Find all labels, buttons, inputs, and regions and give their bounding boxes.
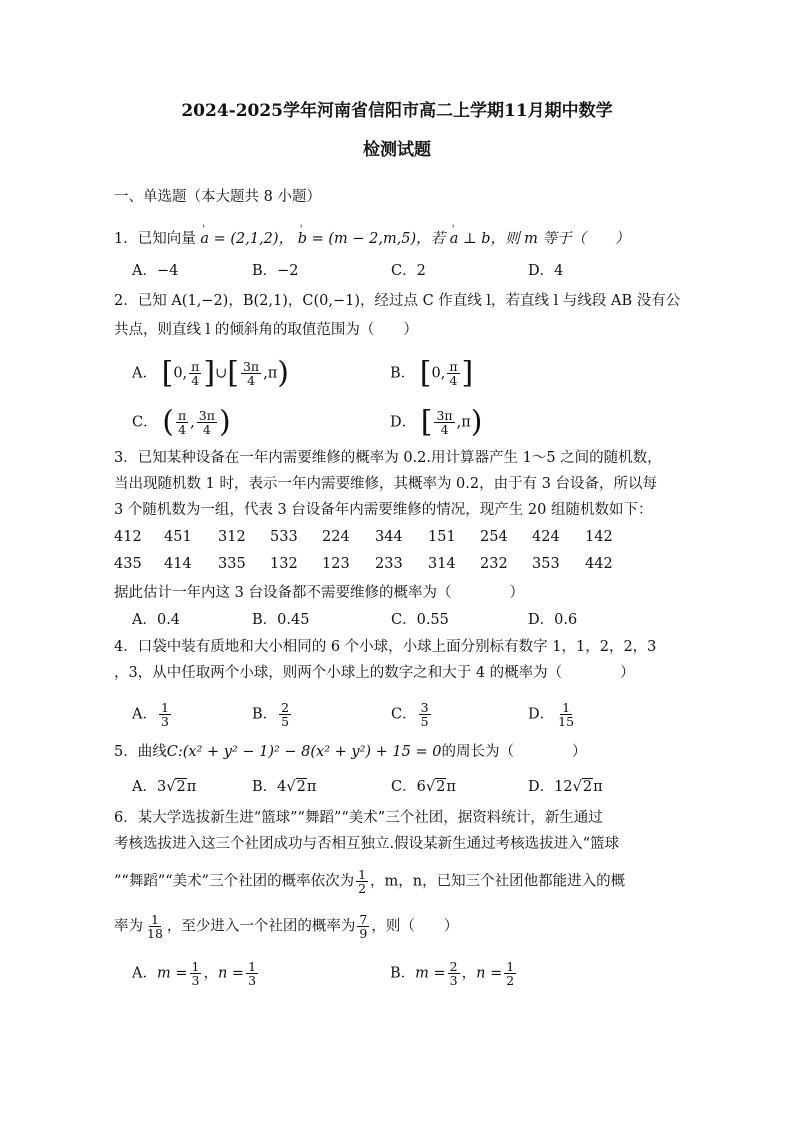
q5-option-a-label: A． xyxy=(132,779,157,795)
q4-option-b[interactable] xyxy=(252,701,293,728)
q2-option-d[interactable] xyxy=(390,404,483,440)
q5-option-c[interactable] xyxy=(391,777,456,797)
q1-option-a[interactable]: A．−4 xyxy=(132,263,179,279)
q6-a-m-frac: $\frac{1}{3}$ xyxy=(191,959,200,988)
q4-c-frac: $\frac{3}{5}$ xyxy=(420,700,429,729)
random-number: 353 xyxy=(532,556,560,572)
bracket-open-icon: [ xyxy=(161,355,174,391)
q4-option-a[interactable] xyxy=(132,701,173,728)
page-title: 2024-2025学年河南省信阳市高二上学期11月期中数学 xyxy=(181,101,613,121)
q5-a-rad: 2 xyxy=(176,779,186,795)
q2-a-union: ∪ xyxy=(215,365,228,382)
paren-close-icon: ) xyxy=(277,355,289,391)
q2-a-frac2: $\frac{3\pi}{4}$ xyxy=(242,359,260,388)
question-3-line-1: 3．已知某种设备在一年内需要维修的概率为 0.2.用计算器产生 1～5 之间的随机数， xyxy=(114,450,662,466)
question-6-line-3 xyxy=(114,868,625,895)
q2-option-a[interactable] xyxy=(132,355,289,391)
q6-option-b[interactable] xyxy=(390,960,518,987)
page-subtitle: 检测试题 xyxy=(363,140,431,160)
q5-curve-equation: C:(x² + y² − 1)² − 8(x² + y²) + 15 = 0 xyxy=(166,744,442,760)
question-6-line-4 xyxy=(114,913,458,940)
q5-post: 的周长为（ ） xyxy=(441,744,587,760)
random-number: 151 xyxy=(428,529,456,545)
q5-option-b-label: B． xyxy=(252,779,278,795)
random-number: 142 xyxy=(585,529,613,545)
q6-b-n: n = xyxy=(476,965,503,982)
question-4-line-1: 4．口袋中装有质地和大小相同的 6 个小球，小球上面分别标有数字 1，1，2，2，3 xyxy=(114,639,657,655)
q6-option-a-label: A． xyxy=(132,965,157,982)
q4-b-frac: $\frac{2}{5}$ xyxy=(281,700,290,729)
q4-option-b-label: B． xyxy=(252,706,278,723)
random-number: 335 xyxy=(218,556,246,572)
q4-option-d-label: D． xyxy=(528,706,555,723)
bracket-close-icon: ] xyxy=(203,355,216,391)
q2-option-a-label: A． xyxy=(132,365,157,382)
q5-c-pi: π xyxy=(446,779,456,795)
q5-option-d[interactable] xyxy=(528,777,603,797)
section-heading: 一、单选题（本大题共 8 小题） xyxy=(114,189,321,205)
q6-option-b-label: B． xyxy=(390,965,416,982)
bracket-close-icon: ] xyxy=(461,355,474,391)
q6-line4-post: ，则（ ） xyxy=(371,918,459,935)
q6-p79-frac: $\frac{7}{9}$ xyxy=(359,912,368,941)
random-number: 435 xyxy=(114,556,142,572)
paren-close-icon: ) xyxy=(470,404,483,440)
q6-b-n-frac: $\frac{1}{2}$ xyxy=(506,959,515,988)
random-number: 233 xyxy=(375,556,403,572)
sqrt-icon: √ xyxy=(166,779,176,795)
q4-d-frac: $\frac{1}{15}$ xyxy=(558,700,575,729)
q4-option-d[interactable] xyxy=(528,701,578,728)
q2-a-zero: 0, xyxy=(173,365,188,382)
q2-option-d-label: D． xyxy=(390,414,417,431)
q5-b-coef: 4 xyxy=(277,779,287,795)
question-6-line-2: 考核选拔进入这三个社团成功与否相互独立.假设某新生通过考核选拔进入“篮球 xyxy=(114,836,620,852)
q6-option-a[interactable] xyxy=(132,960,260,987)
q6-a-sep: ， xyxy=(203,965,218,982)
q1-option-c[interactable]: C．2 xyxy=(391,263,426,279)
q6-b-m-frac: $\frac{2}{3}$ xyxy=(449,959,458,988)
q3-option-d[interactable]: D．0.6 xyxy=(528,612,578,628)
q1-pre: 已知向量 xyxy=(137,231,196,247)
q5-c-coef: 6 xyxy=(416,779,426,795)
sqrt-icon: √ xyxy=(425,779,436,795)
random-number: 451 xyxy=(164,529,192,545)
q4-option-a-label: A． xyxy=(132,706,157,723)
q6-b-sep: ， xyxy=(461,965,477,982)
q2-option-b-label: B． xyxy=(390,365,416,382)
question-2-line-1: 2．已知 A(1,−2)，B(2,1)，C(0,−1)，经过点 C 作直线 l，若直线 l 与线段 AB 没有公 xyxy=(114,293,681,309)
q1-vector-b: ' b = (m − 2,m,5)，若 xyxy=(298,229,446,249)
q1-option-b[interactable]: B．−2 xyxy=(252,263,299,279)
sqrt-icon: √ xyxy=(286,779,296,795)
q3-option-a[interactable]: A．0.4 xyxy=(132,612,181,628)
q5-a-pi: π xyxy=(186,779,197,795)
question-2-line-2: 共点，则直线 l 的倾斜角的取值范围为（ ） xyxy=(114,322,418,338)
sqrt-icon: √ xyxy=(572,779,582,795)
bracket-open-icon: [ xyxy=(420,404,433,440)
random-number: 533 xyxy=(270,529,298,545)
question-4-line-2: ，3，从中任取两个小球，则两个小球上的数字之和大于 4 的概率为（ ） xyxy=(114,665,635,681)
question-3-line-2: 当出现随机数 1 时，表示一年内需要维修，其概率为 0.2，由于有 3 台设备，所以每 xyxy=(114,476,658,492)
q6-b-m: m = xyxy=(415,965,446,982)
q5-option-c-label: C． xyxy=(391,779,417,795)
question-3-line-3: 3 个随机数为一组，代表 3 台设备年内需要维修的情况，现产生 20 组随机数如下： xyxy=(114,502,653,518)
q4-a-frac: $\frac{1}{3}$ xyxy=(160,700,169,729)
random-number: 224 xyxy=(322,529,350,545)
q2-a-frac1: $\frac{\pi}{4}$ xyxy=(191,359,200,388)
q5-d-coef: 12 xyxy=(554,779,573,795)
q2-d-pi: ,π xyxy=(456,414,471,431)
q5-a-coef: 3 xyxy=(156,779,167,795)
q5-option-d-label: D． xyxy=(528,779,555,795)
q2-c-frac2: $\frac{3\pi}{4}$ xyxy=(198,408,215,437)
q5-c-rad: 2 xyxy=(436,779,446,795)
random-number: 254 xyxy=(480,529,508,545)
q6-half-frac: $\frac{1}{2}$ xyxy=(358,867,367,896)
paren-close-icon: ) xyxy=(218,404,231,440)
random-number: 414 xyxy=(164,556,192,572)
q1-condition: ' a ⊥ b，则 m 等于（ ） xyxy=(450,229,630,249)
q5-d-pi: π xyxy=(593,779,603,795)
q6-p18-frac: $\frac{1}{18}$ xyxy=(147,912,163,941)
q1-vector-a: ' a = (2,1,2)， xyxy=(200,229,293,249)
q1-option-d[interactable]: D．4 xyxy=(528,263,564,279)
random-number: 232 xyxy=(480,556,508,572)
question-5-stem xyxy=(114,742,586,762)
question-6-line-1: 6．某大学选拔新生进“篮球”“舞蹈”“美术”三个社团，据资料统计，新生通过 xyxy=(114,810,603,826)
q2-d-frac: $\frac{3\pi}{4}$ xyxy=(436,408,453,437)
q6-a-n-frac: $\frac{1}{3}$ xyxy=(248,959,257,988)
q2-c-frac1: $\frac{\pi}{4}$ xyxy=(177,408,187,437)
random-number: 123 xyxy=(322,556,350,572)
q4-option-c-label: C． xyxy=(391,706,417,723)
random-number: 132 xyxy=(270,556,298,572)
q4-option-c[interactable] xyxy=(391,701,433,728)
q2-option-b[interactable] xyxy=(390,355,474,391)
random-number: 412 xyxy=(114,529,142,545)
random-number: 314 xyxy=(428,556,456,572)
q6-a-m: m = xyxy=(156,965,188,982)
q2-option-c[interactable]: C． ( $\frac{\pi}{4}$ , $\frac{3\pi}{4}$ ) xyxy=(132,404,231,440)
question-3-line-4: 据此估计一年内这 3 台设备都不需要维修的概率为（ ） xyxy=(114,585,524,601)
random-number: 344 xyxy=(375,529,403,545)
q1-number: 1． xyxy=(114,231,138,247)
q6-line4-mid: ，至少进入一个社团的概率为 xyxy=(166,918,356,935)
q2-b-frac: $\frac{\pi}{4}$ xyxy=(449,359,458,388)
q2-option-c-label: C． xyxy=(132,414,158,431)
q5-option-a[interactable] xyxy=(132,777,196,797)
q5-d-rad: 2 xyxy=(582,779,593,795)
q6-line3-post: ，m，n，已知三个社团他都能进入的概 xyxy=(370,873,626,890)
random-number: 442 xyxy=(585,556,613,572)
q5-option-b[interactable] xyxy=(252,777,316,797)
q6-line4-pre: 率为 xyxy=(114,918,143,935)
q5-b-rad: 2 xyxy=(296,779,306,795)
q3-option-b[interactable]: B．0.45 xyxy=(252,612,310,628)
q5-b-pi: π xyxy=(306,779,317,795)
random-number: 424 xyxy=(532,529,560,545)
q3-option-c[interactable]: C．0.55 xyxy=(391,612,449,628)
random-number: 312 xyxy=(218,529,246,545)
question-1-stem xyxy=(114,229,630,249)
paren-open-icon: ( xyxy=(162,404,174,440)
bracket-open-icon: [ xyxy=(419,355,432,391)
q2-a-pi: ,π xyxy=(263,365,278,382)
q6-a-n: n = xyxy=(217,965,245,982)
q6-line3-pre: ”“舞蹈”“美术”三个社团的概率依次为 xyxy=(114,873,355,890)
q5-pre: 5．曲线 xyxy=(114,744,167,760)
q2-b-zero: 0, xyxy=(431,365,446,382)
bracket-open-icon: [ xyxy=(227,355,239,391)
